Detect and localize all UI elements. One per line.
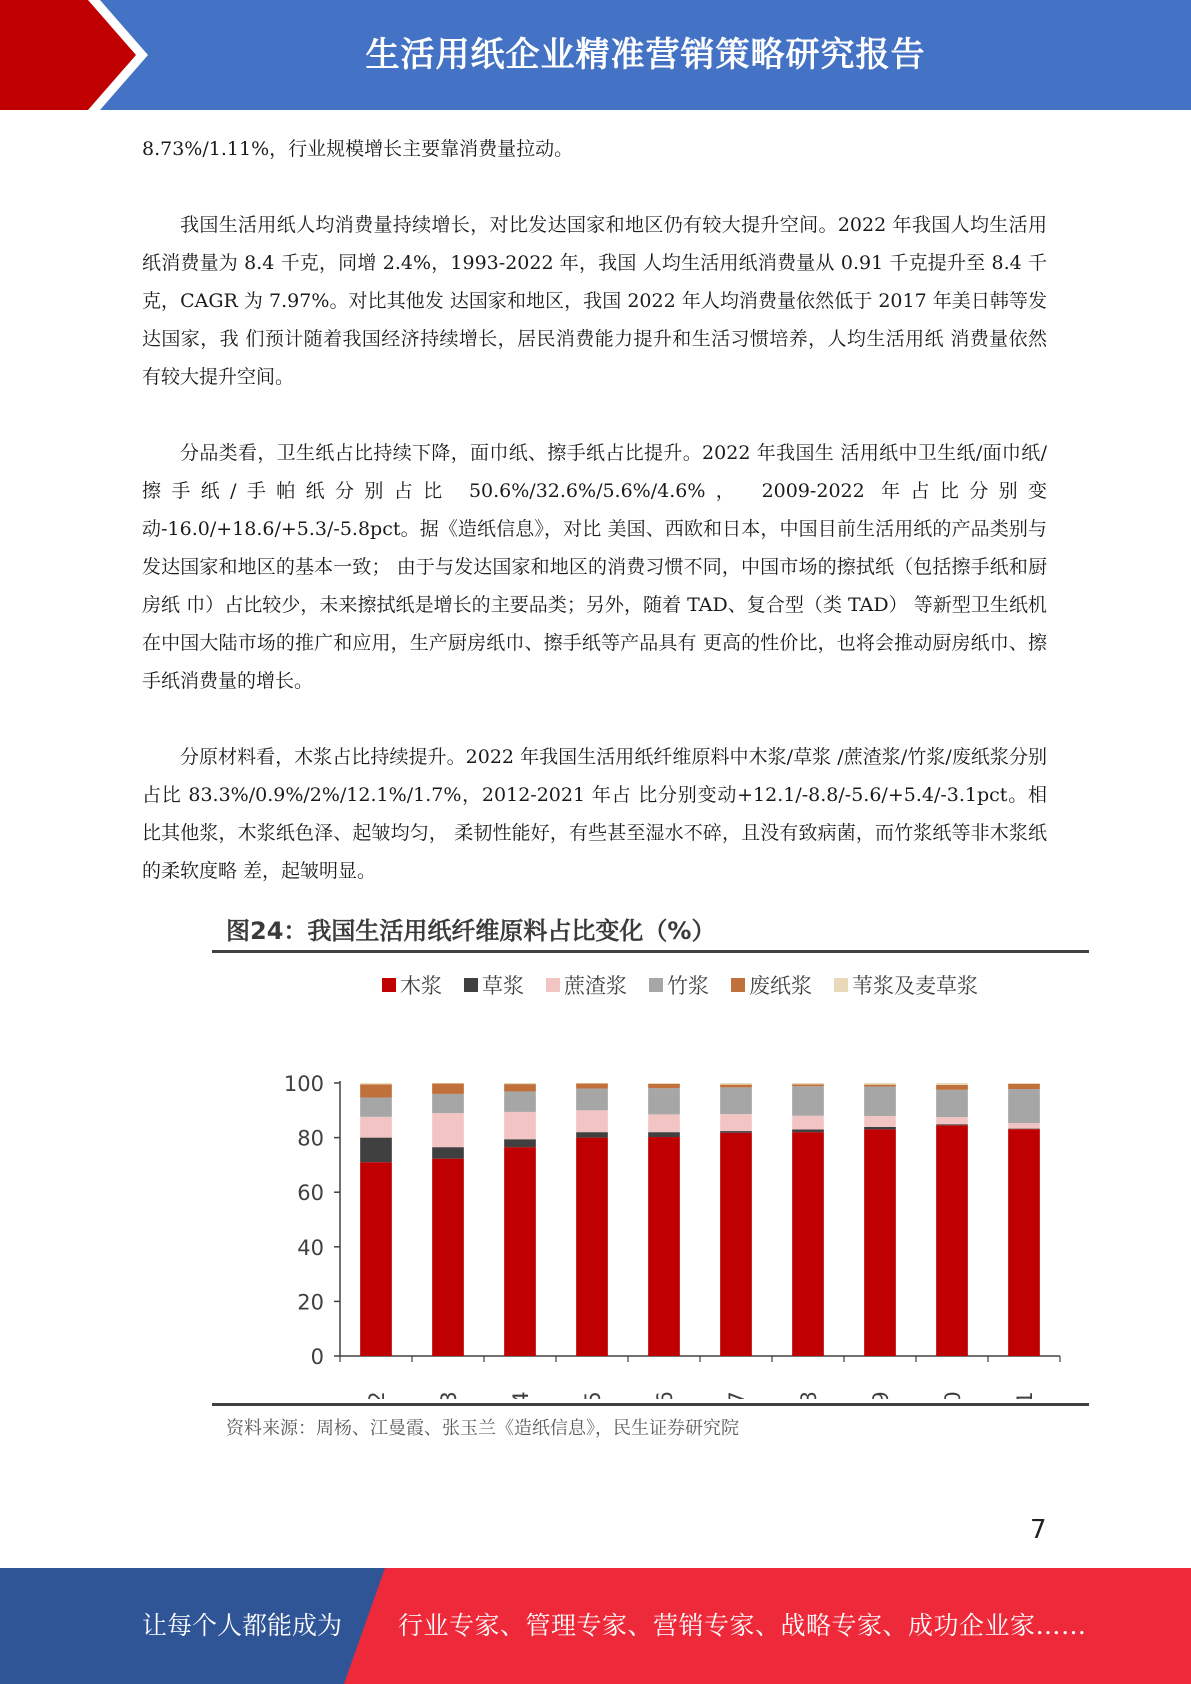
figure-title: 图24：我国生活用纸纤维原料占比变化（%） [226,917,716,945]
bar-segment [648,1132,680,1137]
legend-swatch [731,978,745,992]
page-number: 7 [1030,1515,1047,1545]
x-tick-label [1013,1391,1037,1399]
bar-segment [864,1116,896,1127]
bar-segment [504,1147,536,1356]
bar-stack [360,1083,392,1356]
bar-segment [504,1112,536,1139]
bar-segment [504,1083,536,1084]
legend-label: 蔗渣浆 [564,974,627,998]
legend-item [546,974,627,998]
x-tick-label [941,1391,965,1399]
bar-segment [648,1084,680,1088]
bar-segment [936,1083,968,1085]
x-tick-label [725,1391,749,1399]
bar-segment [792,1086,824,1115]
bar-segment [504,1091,536,1111]
bar-segment [1008,1084,1040,1089]
bar-segment [360,1097,392,1116]
bar-segment [360,1083,392,1084]
bar-stack [576,1083,608,1356]
bar-segment [432,1094,464,1113]
legend-swatch [834,978,848,992]
bar-segment [720,1085,752,1088]
bar-segment [648,1114,680,1132]
bar-segment [576,1084,608,1089]
bar-segment [936,1124,968,1125]
bar-segment [720,1114,752,1131]
bar-segment [1008,1129,1040,1130]
bar-stack [792,1083,824,1356]
legend-item [382,974,442,998]
bar-stack [720,1083,752,1356]
bar-segment [432,1159,464,1356]
y-tick-label: 0 [310,1345,324,1369]
bar-stack [648,1083,680,1356]
legend-label: 竹浆 [667,974,709,998]
bar-segment [936,1085,968,1090]
paragraph: 我国生活用纸人均消费量持续增长，对比发达国家和地区仍有较大提升空间。2022 年我国人均生活用纸消费量为 8.4 千克，同增 2.4%，1993-2022 年，我国 人均生活用纸消费量从 0.91 千克提升至 8.4 千克，CAGR 为 7.97%。对比其他发 达国家和地区，我国 2022 年人均消费量依然低于 2017 年美日韩等发达国家，我 们预计随着我国经济持续增长，居民消费能力提升和生活习惯培养，人均生活用纸 消费量依然有较大提升空间。 [142,214,1047,388]
y-tick-label: 100 [283,1072,324,1096]
body-text [142,130,1047,928]
bar-segment [936,1117,968,1124]
paragraph: 分品类看，卫生纸占比持续下降，面巾纸、擦手纸占比提升。2022 年我国生 活用纸中卫生纸/面巾纸/擦手纸/手帕纸分别占比 50.6%/32.6%/5.6%/4.6%， 2009-2022 年占比分别变动-16.0/+18.6/+5.3/-5.8pct。据《造纸信息》，对比 美国、西欧和日本，中国目前生活用纸的产品类别与发达国家和地区的基本一致； 由于与发达国家和地区的消费习惯不同，中国市场的擦拭纸（包括擦手纸和厨房纸 巾）占比较少，未来擦拭纸是增长的主要品类；另外，随着 TAD、复合型（类 TAD） 等新型卫生纸机在中国大陆市场的推广和应用，生产厨房纸巾、擦手纸等产品具有 更高的性价比，也将会推动厨房纸巾、擦手纸消费量的增长。 [142,442,1047,692]
bar-segment [1008,1123,1040,1128]
footer-slogan-right: 行业专家、管理专家、营销专家、战略专家、成功企业家…… [398,1611,1087,1640]
legend-label: 苇浆及麦草浆 [852,974,978,998]
bar-segment [792,1084,824,1086]
bar-segment [432,1084,464,1094]
legend-item [731,974,812,998]
x-tick-label [869,1391,893,1399]
bar-stack [936,1083,968,1356]
bar-stack [432,1083,464,1356]
bar-segment [1008,1089,1040,1123]
chart-legend [382,974,978,998]
legend-item [464,974,524,998]
bar-segment [648,1088,680,1114]
bar-segment [504,1139,536,1147]
bar-segment [648,1137,680,1356]
bar-segment [432,1083,464,1084]
figure [212,912,1089,1440]
bar-stack [504,1083,536,1356]
figure-bottom-rule [212,1403,1089,1406]
bar-segment [936,1125,968,1356]
x-tick-label [365,1391,389,1399]
bar-segment [576,1132,608,1137]
y-tick-label: 20 [297,1290,324,1315]
bar-segment [864,1087,896,1116]
bar-segment [504,1084,536,1091]
x-tick-label [653,1391,677,1399]
figure-source: 资料来源：周杨、江曼霞、张玉兰《造纸信息》，民生证券研究院 [226,1418,739,1439]
bar-segment [576,1083,608,1084]
bar-segment [864,1083,896,1085]
bar-segment [720,1087,752,1114]
bar-segment [792,1132,824,1356]
bar-segment [792,1129,824,1132]
legend-swatch [546,978,560,992]
page-footer [0,1568,1191,1684]
bar-segment [576,1138,608,1356]
x-tick-label [509,1391,533,1399]
stacked-bar-chart [212,953,1089,1399]
report-title: 生活用纸企业精准营销策略研究报告 [365,35,926,75]
bar-segment [432,1147,464,1158]
legend-swatch [382,978,396,992]
bar-segment [936,1090,968,1117]
bar-segment [432,1113,464,1147]
bar-segment [792,1083,824,1084]
x-tick-label [581,1391,605,1399]
bar-segment [576,1110,608,1132]
page-header [0,0,1191,110]
bar-segment [360,1162,392,1356]
y-tick-label: 80 [297,1126,324,1151]
bar-segment [576,1088,608,1110]
bar-segment [720,1133,752,1356]
y-tick-label: 40 [297,1235,324,1260]
paragraph: 分原材料看，木浆占比持续提升。2022 年我国生活用纸纤维原料中木浆/草浆 /蔗渣浆/竹浆/废纸浆分别占比 83.3%/0.9%/2%/12.1%/1.7%，2012-2021 年占 比分别变动+12.1/-8.8/-5.6/+5.4/-3.1pct。相比其他浆，木浆纸色泽、起皱均匀， 柔韧性能好，有些甚至湿水不碎，且没有致病菌，而竹浆纸等非木浆纸的柔软度略 差，起皱明显。 [142,746,1047,882]
x-tick-label [797,1391,821,1399]
bar-segment [360,1084,392,1097]
bar-segment [360,1138,392,1163]
bar-segment [720,1083,752,1085]
paragraph: 8.73%/1.11%，行业规模增长主要靠消费量拉动。 [142,138,574,160]
bar-segment [1008,1083,1040,1084]
bar-segment [864,1129,896,1356]
bar-stack [864,1083,896,1356]
bar-segment [648,1083,680,1084]
x-tick-label [437,1391,461,1399]
bar-segment [864,1085,896,1087]
legend-label: 木浆 [400,974,442,998]
bar-segment [360,1117,392,1138]
bar-stack [1008,1083,1040,1356]
bar-segment [864,1127,896,1129]
bar-segment [1008,1129,1040,1356]
footer-slogan-left: 让每个人都能成为 [142,1611,343,1640]
legend-item [649,974,709,998]
bar-segment [792,1116,824,1130]
legend-label: 废纸浆 [749,974,812,998]
legend-swatch [464,978,478,992]
legend-item [834,974,978,998]
bar-segment [720,1131,752,1133]
legend-label: 草浆 [482,974,524,998]
y-tick-label: 60 [297,1181,324,1206]
legend-swatch [649,978,663,992]
